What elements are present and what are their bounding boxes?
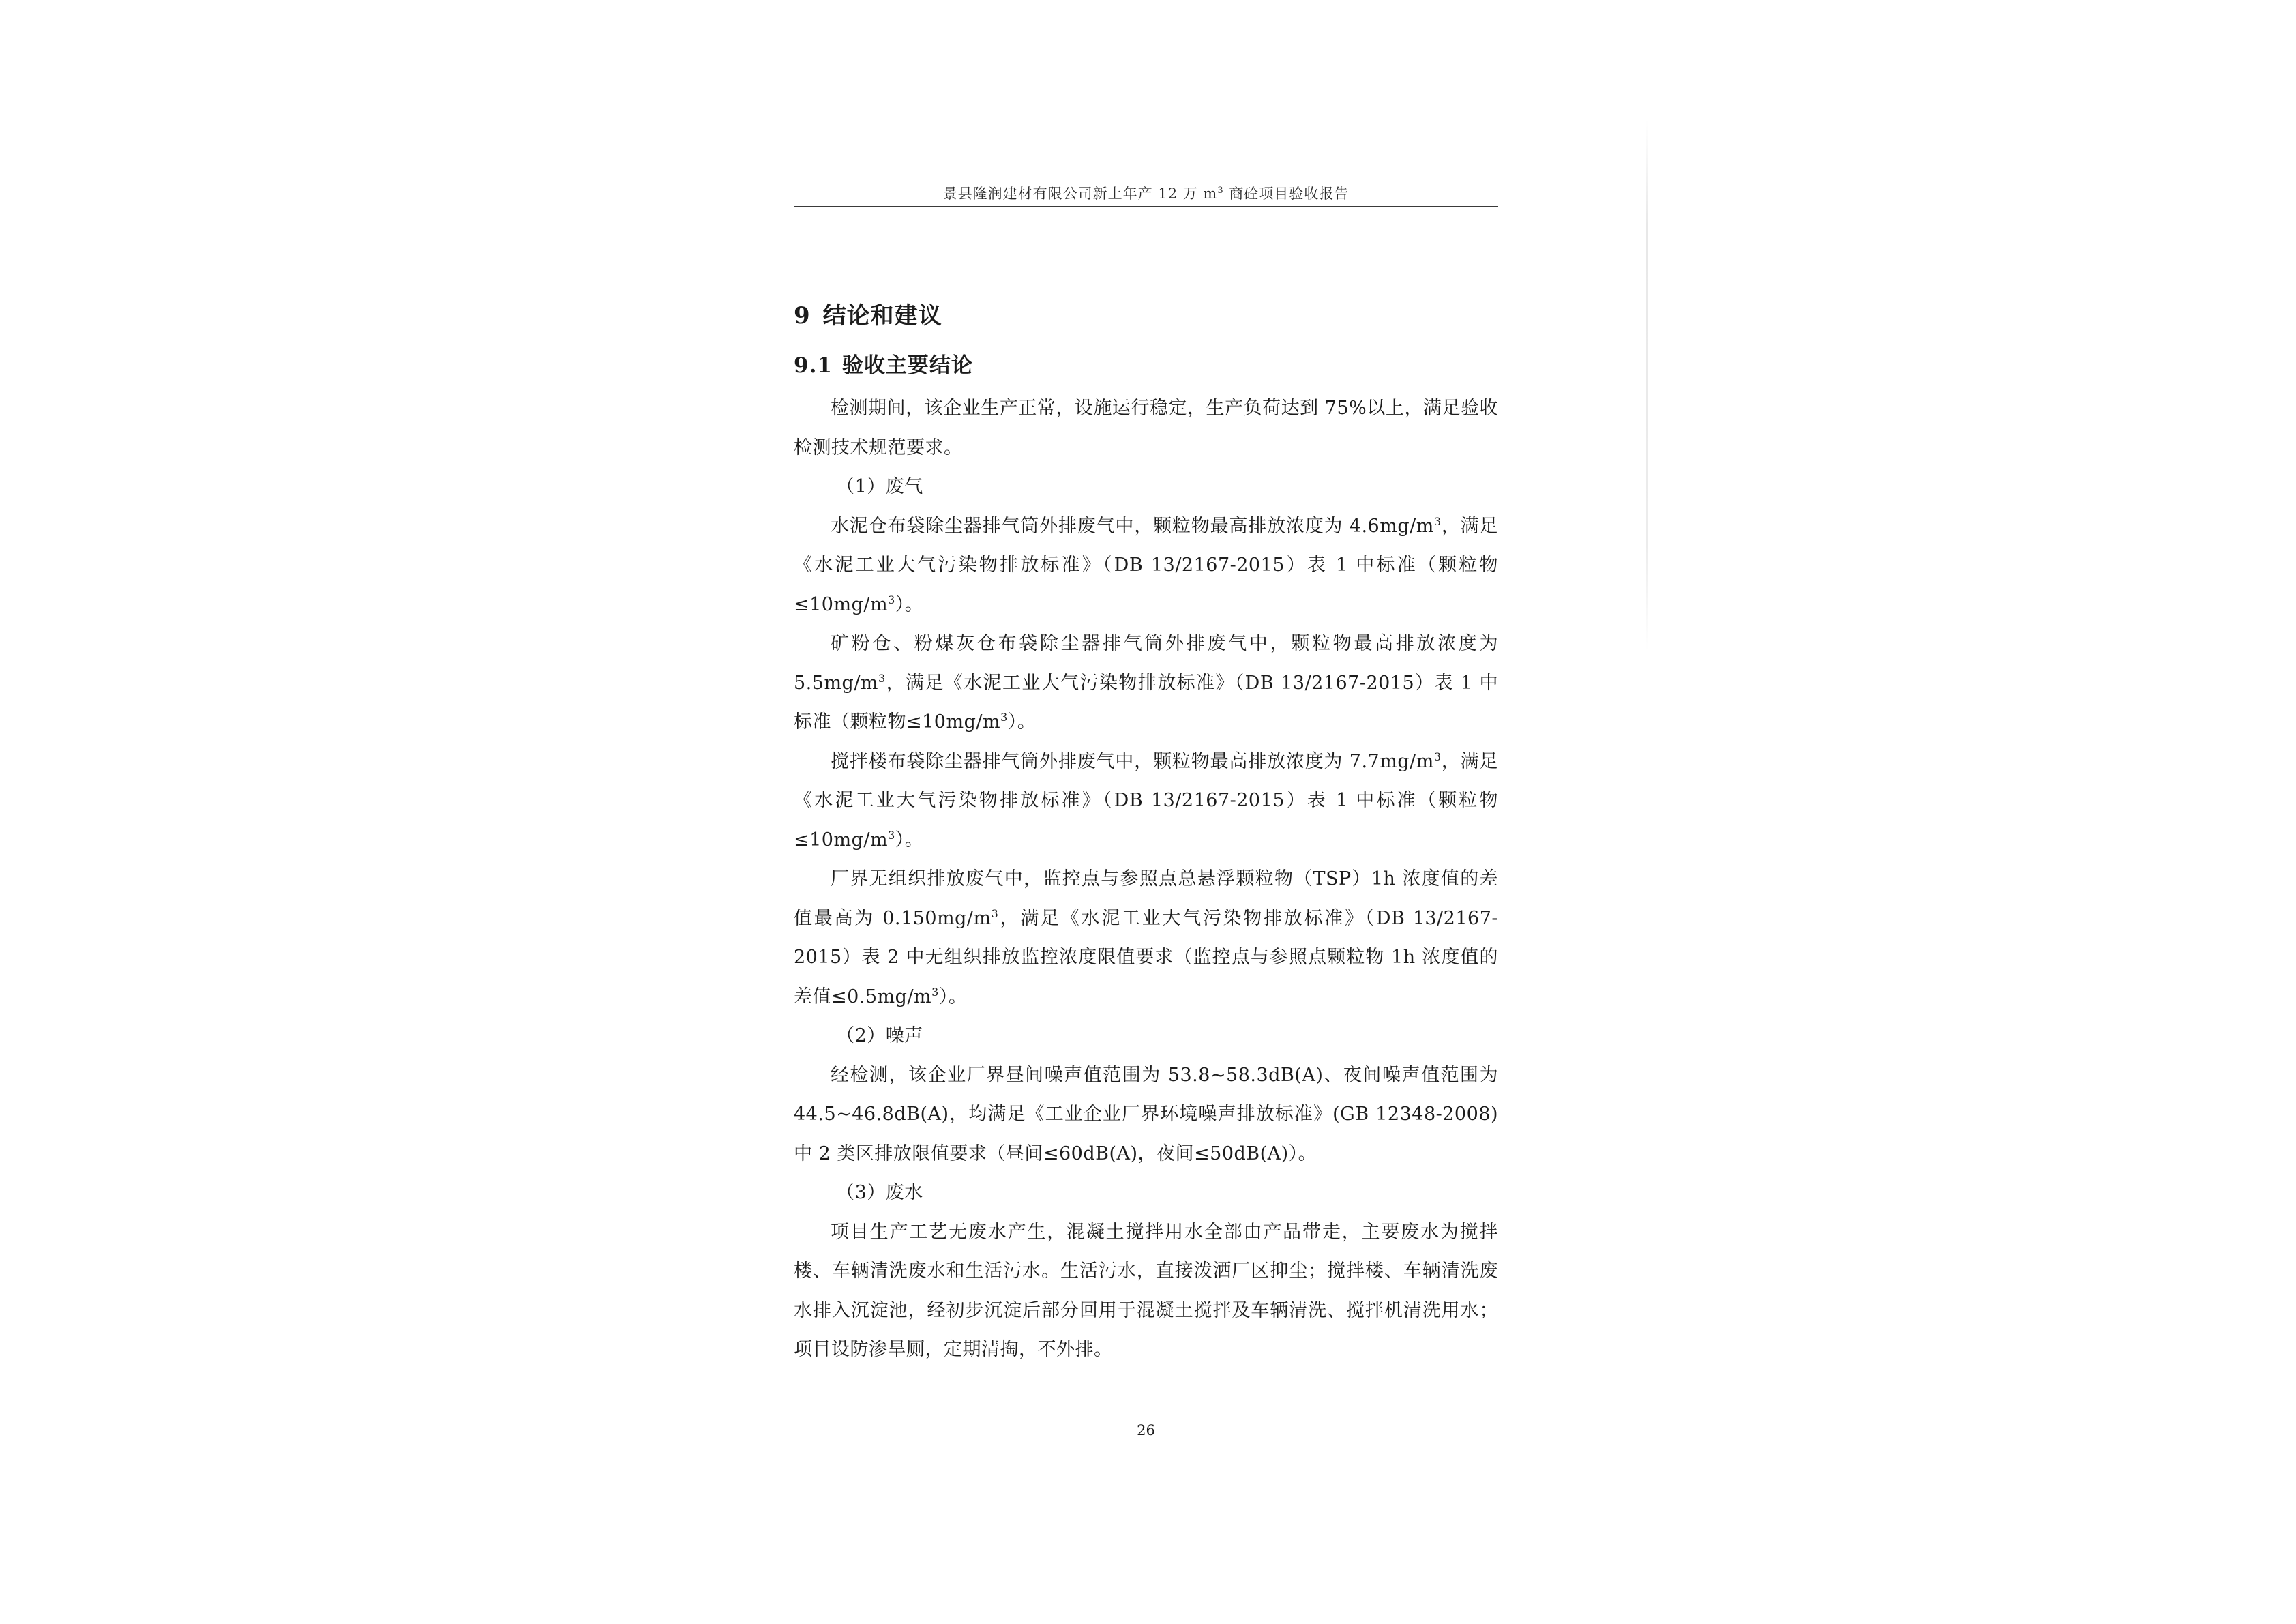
gas-p3-part-c: ）。	[895, 829, 924, 851]
gas-p1-sup-2: 3	[888, 593, 895, 606]
document-page	[794, 164, 1498, 1460]
gas-p2-part-b: ，满足《水泥工业大气污染物排放标准》（DB 13/2167-2015）表 1 中标准（颗粒物≤10mg/m	[794, 672, 1498, 733]
subsection-number: 9.1	[794, 353, 833, 378]
gas-p4-sup-1: 3	[991, 906, 999, 920]
gas-p3-part-b: ，满足《水泥工业大气污染物排放标准》（DB 13/2167-2015）表 1 中标准（颗粒物≤10mg/m	[794, 750, 1499, 851]
scan-edge-shadow	[1646, 119, 1648, 651]
gas-p4-part-a: 厂界无组织排放废气中，监控点与参照点总悬浮颗粒物（TSP）1h 浓度值的差值最高为 0.150mg/m	[794, 868, 1498, 929]
water-paragraph: 项目生产工艺无废水产生，混凝土搅拌用水全部由产品带走，主要废水为搅拌楼、车辆清洗废水和生活污水。生活污水，直接泼洒厂区抑尘；搅拌楼、车辆清洗废水排入沉淀池，经初步沉淀后部分回用于混凝土搅拌及车辆清洗、搅拌机清洗用水；项目设防渗旱厕，定期清掏，不外排。	[794, 1221, 1498, 1360]
gas-p1-part-c: ）。	[895, 593, 924, 615]
gas-p4-part-b: ，满足《水泥工业大气污染物排放标准》（DB 13/2167-2015）表 2 中无组织排放监控浓度限值要求（监控点与参照点颗粒物 1h 浓度值的差值≤0.5mg/m	[794, 907, 1498, 1007]
running-header	[794, 183, 1498, 203]
header-rule	[794, 206, 1498, 207]
gas-heading: （1）废气	[836, 476, 923, 497]
body-text	[794, 389, 1498, 1370]
gas-paragraph-3	[794, 742, 1498, 860]
gas-p2-part-a: 矿粉仓、粉煤灰仓布袋除尘器排气筒外排废气中，颗粒物最高排放浓度为 5.5mg/m	[794, 633, 1498, 694]
gas-p3-sup-1: 3	[1433, 750, 1442, 763]
gas-paragraph-2	[794, 624, 1498, 742]
gas-paragraph-4	[794, 859, 1498, 1016]
noise-heading: （2）噪声	[836, 1025, 923, 1046]
gas-p1-sup-1: 3	[1433, 514, 1442, 528]
gas-p2-sup-1: 3	[878, 671, 886, 685]
noise-paragraph: 经检测，该企业厂界昼间噪声值范围为 53.8~58.3dB(A)、夜间噪声值范围为 44.5~46.8dB(A)，均满足《工业企业厂界环境噪声排放标准》(GB 12348-2008) 中 2 类区排放限值要求（昼间≤60dB(A)，夜间≤50dB(A)）。	[794, 1064, 1498, 1164]
gas-p1-part-a: 水泥仓布袋除尘器排气筒外排废气中，颗粒物最高排放浓度为 4.6mg/m	[831, 515, 1434, 537]
gas-p1-part-b: ，满足《水泥工业大气污染物排放标准》（DB 13/2167-2015）表 1 中标准（颗粒物≤10mg/m	[794, 515, 1499, 615]
section-number: 9	[794, 302, 811, 329]
gas-p2-sup-2: 3	[1000, 711, 1008, 724]
gas-p4-part-c: ）。	[938, 986, 968, 1007]
subsection-heading	[794, 348, 973, 379]
gas-paragraph-1	[794, 507, 1498, 625]
section-title: 结论和建议	[822, 302, 942, 329]
section-heading	[794, 297, 942, 330]
gas-p3-sup-2: 3	[888, 828, 895, 842]
header-title-sup: 3	[1217, 186, 1224, 196]
header-title-after: 商砼项目验收报告	[1223, 186, 1350, 202]
header-title-before: 景县隆润建材有限公司新上年产 12 万 m	[942, 186, 1218, 202]
page-number: 26	[1137, 1422, 1155, 1438]
water-heading: （3）废水	[836, 1182, 923, 1203]
intro-paragraph: 检测期间，该企业生产正常，设施运行稳定，生产负荷达到 75%以上，满足验收检测技术规范要求。	[794, 398, 1498, 458]
gas-p4-sup-2: 3	[931, 985, 939, 999]
subsection-title: 验收主要结论	[841, 353, 973, 378]
gas-p3-part-a: 搅拌楼布袋除尘器排气筒外排废气中，颗粒物最高排放浓度为 7.7mg/m	[831, 750, 1434, 772]
gas-p2-part-c: ）。	[1007, 711, 1037, 733]
